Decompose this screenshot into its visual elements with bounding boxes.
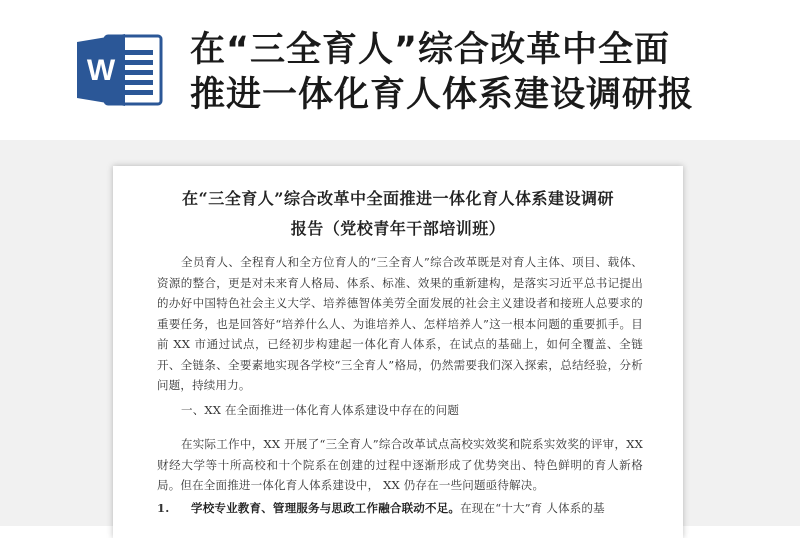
section-heading-1: 一、XX 在全面推进一体化育人体系建设中存在的问题 [181, 403, 460, 417]
header [0, 0, 800, 140]
list-item-bold: 学校专业教育、管理服务与思政工作融合联动不足。 [191, 501, 461, 515]
list-item-1 [157, 498, 653, 519]
paragraph-intro: 全员育人、全程育人和全方位育人的“三全育人”综合改革既是对育人主体、项目、载体、资源的整合，更是对未来育人格局、体系、标准、效果的重新建构，是落实习近平总书记提出的办好中国特色社会主义大学、培养德智体美劳全面发展的社会主义建设者和接班人总要求的重要任务，也是回答好“培养什么人、为谁培养人、怎样培养人”这一根本问题的重要抓手。目前 XX 市通过试点，已经初步构建起一体化育人体系，在试点的基础上，如何全覆盖、全链开、全链条、全要素地实现各学校“三全育人”格局，仍然需要我们深入探索，总结经验，分析问题，持续用力。 [157, 255, 643, 392]
document-title [133, 184, 663, 244]
document-page [113, 166, 683, 538]
header-title [190, 28, 780, 118]
document-title-line2: 报告（党校青年干部培训班） [290, 219, 506, 238]
list-item-text: 在现在“十大”育 人体系的基 [460, 501, 605, 515]
header-title-line1: 在“三全育人”综合改革中全面 [190, 30, 671, 70]
paragraph-section1: 在实际工作中，XX 开展了“三全育人”综合改革试点高校实效奖和院系实效奖的评审，XX 财经大学等十所高校和十个院系在创建的过程中逐渐形成了优势突出、特色鲜明的育人新格局。但在全面推进一体化育人体系建设中， XX 仍存在一些问题亟待解决。 [157, 437, 643, 492]
header-title-line2: 推进一体化育人体系建设调研报 [190, 75, 695, 115]
list-item-number: 1. [157, 501, 170, 515]
document-title-line1: 在“三全育人”综合改革中全面推进一体化育人体系建设调研 [182, 189, 614, 208]
word-document-icon [75, 30, 165, 110]
word-icon-letter: W [86, 54, 116, 87]
